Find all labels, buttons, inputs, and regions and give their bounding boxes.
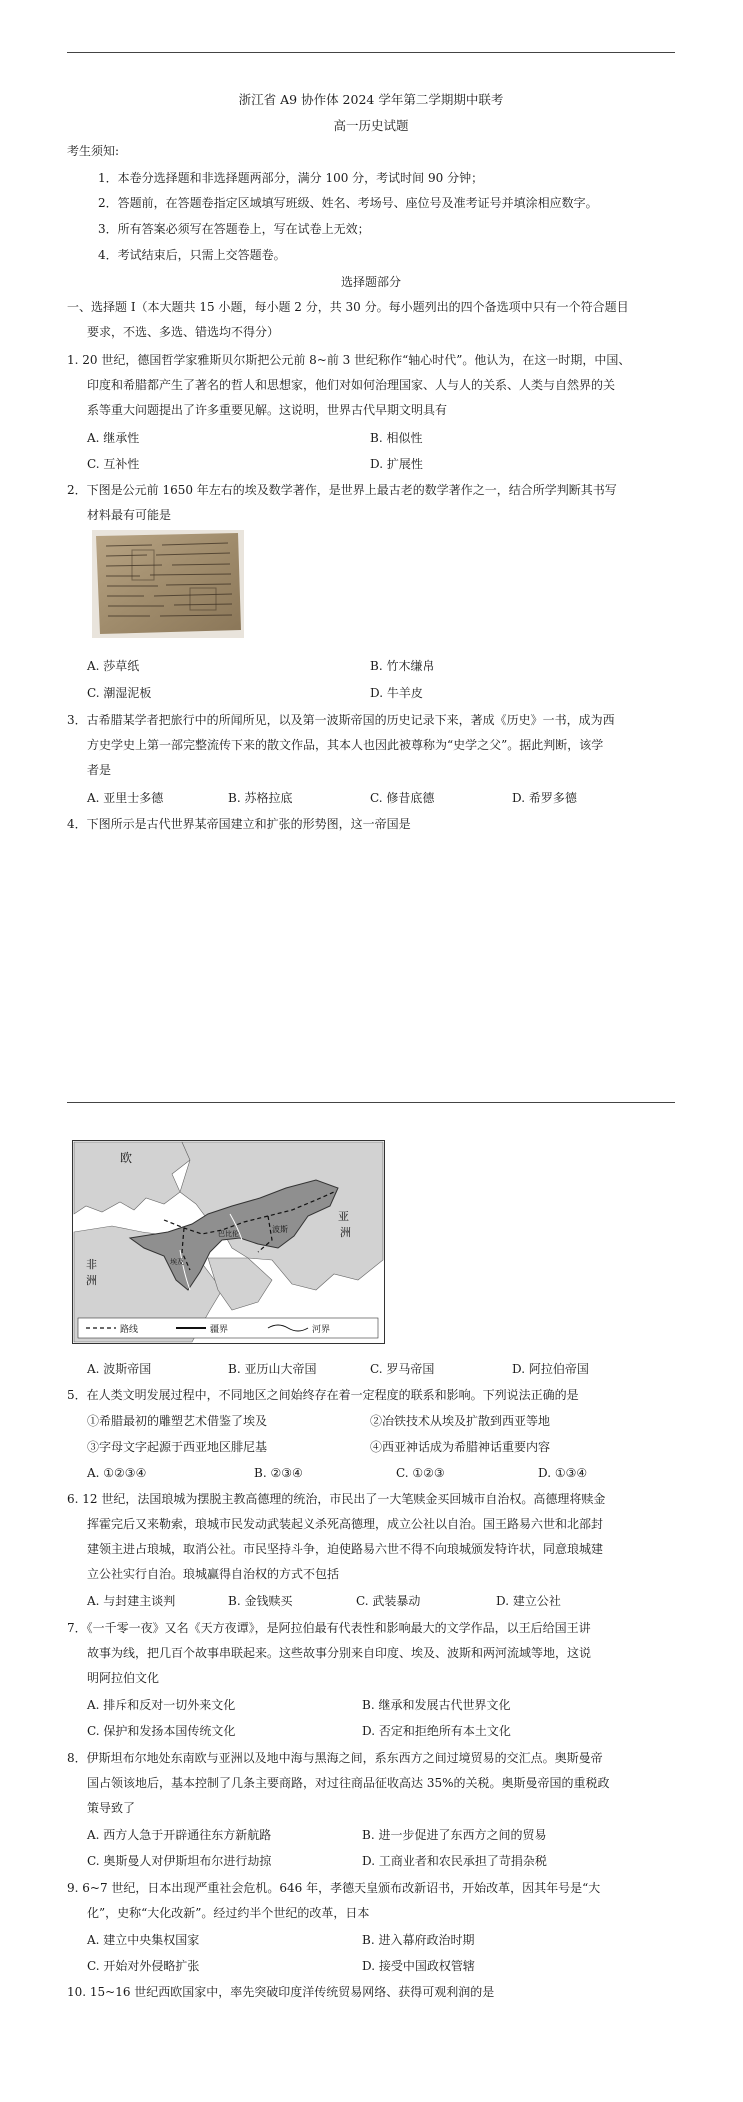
q7-stem: 7．《一千零一夜》又名《天方夜谭》，是阿拉伯最有代表性和影响最大的文学作品，以王后给国王讲	[67, 1621, 591, 1635]
q4-stem: 4．下图所示是古代世界某帝国建立和扩张的形势图，这一帝国是	[67, 817, 411, 831]
q2-option-b: B. 竹木缣帛	[370, 659, 435, 673]
q6-option-a: A. 与封建主谈判	[87, 1594, 176, 1608]
q1-option-d: D. 扩展性	[370, 457, 423, 471]
notice-item: 1．本卷分选择题和非选择题两部分，满分 100 分，考试时间 90 分钟；	[98, 171, 484, 185]
q1-stem: 1. 20 世纪，德国哲学家雅斯贝尔斯把公元前 8~前 3 世纪称作“轴心时代”。他认为，在这一时期，中国、	[67, 353, 631, 367]
q9-option-b: B. 进入幕府政治时期	[362, 1933, 475, 1947]
q9-option-a: A. 建立中央集权国家	[87, 1933, 200, 1947]
q4-option-d: D. 阿拉伯帝国	[512, 1362, 589, 1376]
map-label-africa: 洲	[86, 1274, 97, 1287]
section-title: 选择题部分	[340, 275, 401, 289]
q6-stem: 挥霍完后又来勒索，琅城市民发动武装起义杀死高德理，成立公社以自治。国王路易六世和北部封	[87, 1517, 604, 1531]
q3-option-c: C. 修昔底德	[370, 791, 435, 805]
q9-option-c: C. 开始对外侵略扩张	[87, 1959, 200, 1973]
q7-option-a: A. 排斥和反对一切外来文化	[87, 1698, 236, 1712]
q1-option-b: B. 相似性	[370, 431, 423, 445]
q4-option-c: C. 罗马帝国	[370, 1362, 435, 1376]
section-instruction: 一、选择题 I（本大题共 15 小题，每小题 2 分，共 30 分。每小题列出的四个备选项中只有一个符合题目	[67, 300, 629, 314]
q7-option-c: C. 保护和发扬本国传统文化	[87, 1724, 236, 1738]
q3-stem: 方史学史上第一部完整流传下来的散文作品，其本人也因此被尊称为“史学之父”。据此判断，该学	[87, 738, 604, 752]
q3-option-d: D. 希罗多德	[512, 791, 577, 805]
map-legend-border: 疆界	[210, 1325, 229, 1335]
q7-option-d: D. 否定和拒绝所有本土文化	[362, 1724, 511, 1738]
q10-stem: 10. 15~16 世纪西欧国家中，率先突破印度洋传统贸易网络、获得可观利润的是	[67, 1985, 495, 1999]
q9-option-d: D. 接受中国政权管辖	[362, 1959, 475, 1973]
q5-option-b: B. ②③④	[254, 1466, 303, 1480]
notice-item: 3．所有答案必须写在答题卷上，写在试卷上无效；	[98, 222, 370, 236]
map-label-asia: 洲	[340, 1226, 351, 1239]
q6-stem: 立公社实行自治。琅城赢得自治权的方式不包括	[87, 1567, 340, 1581]
top-rule	[67, 52, 675, 53]
q5-option-a: A. ①②③④	[87, 1466, 147, 1480]
q5-option-c: C. ①②③	[396, 1466, 445, 1480]
q4-option-b: B. 亚历山大帝国	[228, 1362, 317, 1376]
q8-option-d: D. 工商业者和农民承担了苛捐杂税	[362, 1854, 547, 1868]
q9-stem: 化”，史称“大化改新”。经过约半个世纪的改革，日本	[87, 1906, 370, 1920]
q8-option-c: C. 奥斯曼人对伊斯坦布尔进行劫掠	[87, 1854, 272, 1868]
papyrus-image	[92, 530, 244, 638]
q8-stem: 策导致了	[87, 1801, 136, 1815]
q2-option-a: A. 莎草纸	[87, 659, 140, 673]
q2-option-c: C. 潮湿泥板	[87, 686, 152, 700]
q5-statement-4: ④西亚神话成为希腊神话重要内容	[370, 1440, 551, 1454]
map-legend-route: 路线	[120, 1325, 139, 1335]
q3-option-a: A. 亚里士多德	[87, 791, 164, 805]
q6-option-c: C. 武装暴动	[356, 1594, 421, 1608]
q6-option-d: D. 建立公社	[496, 1594, 561, 1608]
q8-option-a: A. 西方人急于开辟通往东方新航路	[87, 1828, 272, 1842]
notice-item: 2．答题前，在答题卷指定区域填写班级、姓名、考场号、座位号及准考证号并填涂相应数字。	[98, 196, 598, 210]
q8-option-b: B. 进一步促进了东西方之间的贸易	[362, 1828, 547, 1842]
q7-stem: 明阿拉伯文化	[87, 1671, 160, 1685]
map-label-babylon: 巴比伦	[218, 1230, 239, 1238]
q4-option-a: A. 波斯帝国	[87, 1362, 152, 1376]
q3-stem: 3．古希腊某学者把旅行中的所闻所见，以及第一波斯帝国的历史记录下来，著成《历史》一书，成为西	[67, 713, 615, 727]
q7-stem: 故事为线，把几百个故事串联起来。这些故事分别来自印度、埃及、波斯和两河流域等地，这说	[87, 1646, 592, 1660]
q6-stem: 建领主进占琅城，取消公社。市民坚持斗争，迫使路易六世不得不向琅城颁发特许状，同意琅城建	[87, 1542, 604, 1556]
empire-map	[72, 1140, 385, 1344]
map-legend-river: 河界	[312, 1325, 331, 1335]
map-label-egypt: 埃及	[170, 1258, 184, 1266]
q8-stem: 国占领该地后，基本控制了几条主要商路，对过往商品征收高达 35%的关税。奥斯曼帝国的重税政	[87, 1776, 610, 1790]
q2-option-d: D. 牛羊皮	[370, 686, 423, 700]
q1-option-a: A. 继承性	[87, 431, 140, 445]
q1-stem: 印度和希腊都产生了著名的哲人和思想家，他们对如何治理国家、人与人的关系、人类与自然界的关	[87, 378, 616, 392]
q6-option-b: B. 金钱赎买	[228, 1594, 293, 1608]
q7-option-b: B. 继承和发展古代世界文化	[362, 1698, 511, 1712]
notice-heading: 考生须知:	[67, 144, 120, 158]
q5-statement-3: ③字母文字起源于西亚地区腓尼基	[87, 1440, 268, 1454]
map-label-europe: 欧	[120, 1151, 133, 1165]
page-break-rule	[67, 1102, 675, 1103]
q2-stem: 材料最有可能是	[87, 508, 172, 522]
q5-statement-1: ①希腊最初的雕塑艺术借鉴了埃及	[87, 1414, 268, 1428]
exam-title: 浙江省 A9 协作体 2024 学年第二学期期中联考	[238, 92, 504, 107]
section-instruction-cont: 要求，不选、多选、错选均不得分）	[87, 325, 280, 339]
notice-item: 4．考试结束后，只需上交答题卷。	[98, 248, 286, 262]
exam-subtitle: 高一历史试题	[333, 118, 409, 133]
q6-stem: 6. 12 世纪，法国琅城为摆脱主教高德理的统治，市民出了一大笔赎金买回城市自治权。高德理将赎金	[67, 1492, 606, 1506]
q8-stem: 8．伊斯坦布尔地处东南欧与亚洲以及地中海与黑海之间，系东西方之间过境贸易的交汇点。奥斯曼帝	[67, 1751, 603, 1765]
q5-statement-2: ②冶铁技术从埃及扩散到西亚等地	[370, 1414, 551, 1428]
q2-stem: 2．下图是公元前 1650 年左右的埃及数学著作，是世界上最古老的数学著作之一，结合所学判断其书写	[67, 483, 617, 497]
map-label-africa: 非	[86, 1258, 97, 1271]
map-label-persia: 波斯	[272, 1225, 288, 1234]
q3-stem: 者是	[87, 763, 112, 777]
q9-stem: 9. 6~7 世纪，日本出现严重社会危机。646 年，孝德天皇颁布改新诏书，开始改革，因其年号是“大	[67, 1881, 601, 1895]
map-label-asia: 亚	[338, 1210, 349, 1223]
q5-stem: 5．在人类文明发展过程中，不同地区之间始终存在着一定程度的联系和影响。下列说法正确的是	[67, 1388, 579, 1402]
q5-option-d: D. ①③④	[538, 1466, 588, 1480]
q3-option-b: B. 苏格拉底	[228, 791, 293, 805]
q1-option-c: C. 互补性	[87, 457, 140, 471]
q1-stem: 系等重大问题提出了许多重要见解。这说明，世界古代早期文明具有	[87, 403, 448, 417]
